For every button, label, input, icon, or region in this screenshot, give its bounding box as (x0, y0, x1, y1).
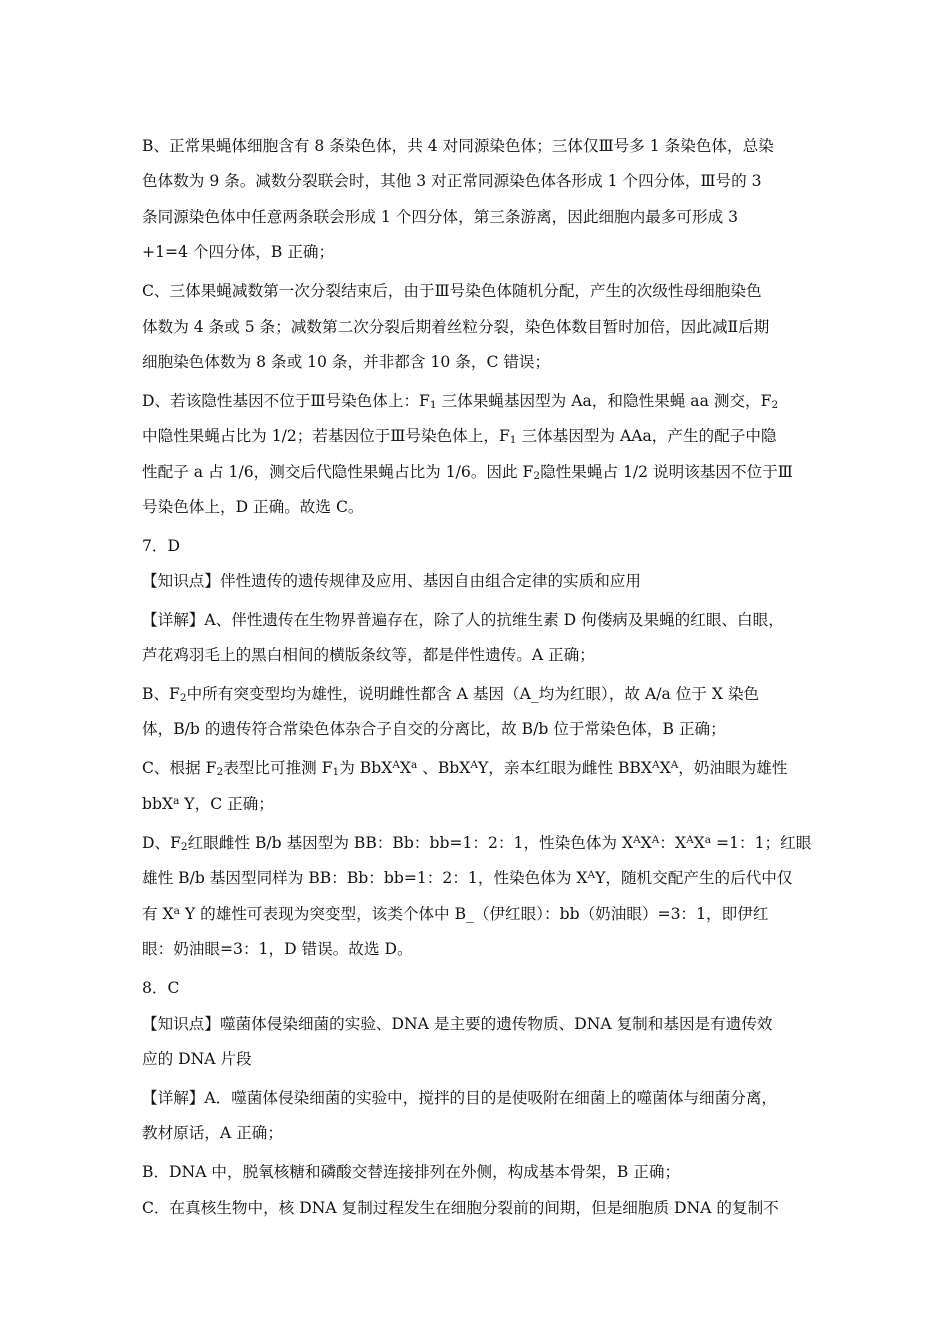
superscript: A (633, 834, 641, 846)
text-line (142, 758, 787, 780)
text-line (142, 391, 778, 413)
text-line (142, 426, 777, 448)
text-line (142, 978, 179, 998)
text-run: D、F (142, 834, 181, 852)
text-line (142, 1198, 779, 1218)
text-run: X (640, 834, 652, 852)
subscript: 2 (180, 841, 188, 853)
text-run: 7．D (142, 537, 181, 555)
text-line (142, 1123, 283, 1143)
subscript: 2 (771, 399, 779, 411)
text-line (142, 1014, 773, 1034)
text-run: bbX (142, 795, 174, 813)
superscript: A (470, 759, 478, 771)
text-line (142, 136, 774, 156)
text-run: ，奶油眼为雄性 (678, 759, 788, 777)
text-run: 条同源染色体中任意两条联会形成 1 个四分体，第三条游离，因此细胞内最多可形成 3 (142, 208, 739, 226)
text-line (142, 719, 726, 739)
text-run: 【详解】A．噬菌体侵染细菌的实验中，搅拌的目的是使吸附在细菌上的噬菌体与细菌分离， (142, 1089, 778, 1107)
text-line (142, 571, 641, 591)
text-line (142, 794, 274, 816)
subscript: 2 (216, 766, 224, 778)
text-line (142, 610, 784, 630)
text-run: 体数为 4 条或 5 条；减数第二次分裂后期着丝粒分裂，染色体数目暂时加倍，因此减Ⅱ后期 (142, 318, 770, 336)
text-run: C．在真核生物中，核 DNA 复制过程发生在细胞分裂前的间期，但是细胞质 DNA 的复制不 (142, 1199, 779, 1217)
superscript: A (587, 869, 596, 881)
subscript: 1 (429, 399, 437, 411)
text-run: 有 X (142, 905, 174, 923)
superscript: A (670, 759, 679, 771)
superscript: a (704, 834, 712, 846)
text-run: 教材原话，A 正确； (142, 1124, 283, 1142)
text-run: 8．C (142, 979, 180, 997)
text-run: 色体数为 9 条。减数分裂联会时，其他 3 对正常同源染色体各形成 1 个四分体，Ⅲ号的 3 (142, 172, 762, 190)
subscript: 2 (533, 470, 541, 482)
text-run: B．DNA 中，脱氧核糖和磷酸交替连接排列在外侧，构成基本骨架，B 正确； (142, 1163, 681, 1181)
text-line (142, 317, 769, 337)
superscript: A (652, 759, 660, 771)
text-run: 红眼雌性 B/b 基因型为 BB：Bb：bb=1：2：1，性染色体为 X (187, 834, 634, 852)
superscript: a (411, 759, 418, 771)
text-line (142, 1088, 777, 1108)
text-run: 眼：奶油眼=3：1，D 错误。故选 D。 (142, 940, 413, 958)
text-run: B、正常果蝇体细胞含有 8 条染色体，共 4 对同源染色体；三体仅Ⅲ号多 1 条染色体，总染 (142, 137, 774, 155)
text-run: 雄性 B/b 基因型同样为 BB：Bb：bb=1：2：1，性染色体为 X (142, 869, 588, 887)
text-line (142, 281, 762, 301)
text-run: ：X (659, 834, 687, 852)
text-run: 号染色体上，D 正确。故选 C。 (142, 498, 364, 516)
text-run: 细胞染色体数为 8 条或 10 条，并非都含 10 条，C 错误； (142, 353, 551, 371)
text-run: Y，亲本红眼为雌性 BBX (477, 759, 652, 777)
text-run: D、若该隐性基因不位于Ⅲ号染色体上：F (142, 392, 430, 410)
text-run: =1：1；红眼 (711, 834, 812, 852)
text-run: 隐性果蝇占 1/2 说明该基因不位于Ⅲ (540, 463, 793, 481)
text-run: 三体基因型为 AAa，产生的配子中隐 (516, 427, 777, 445)
subscript: 1 (332, 766, 340, 778)
text-run: 为 BbX (339, 759, 393, 777)
superscript: a (173, 795, 180, 807)
text-line (142, 939, 413, 959)
text-run: X (399, 759, 412, 777)
text-run: 应的 DNA 片段 (142, 1050, 252, 1068)
text-run: X (659, 759, 671, 777)
text-run: Y，随机交配产生的后代中仅 (595, 869, 793, 887)
text-run: 体，B/b 的遗传符合常染色体杂合子自交的分离比，故 B/b 位于常染色体，B 正确； (142, 720, 726, 738)
text-run: 【详解】A、伴性遗传在生物界普遍存在，除了人的抗维生素 D 佝偻病及果蝇的红眼、白眼， (142, 611, 784, 629)
subscript: 1 (509, 434, 517, 446)
text-line (142, 645, 595, 665)
superscript: A (392, 759, 400, 771)
text-line (142, 171, 762, 191)
text-run: C、根据 F (142, 759, 217, 777)
text-run: C、三体果蝇减数第一次分裂结束后，由于Ⅲ号染色体随机分配，产生的次级性母细胞染色 (142, 282, 762, 300)
text-run: B、F (142, 685, 180, 703)
text-run: 三体果蝇基因型为 Aa，和隐性果蝇 aa 测交，F (436, 392, 772, 410)
text-line (142, 1162, 680, 1182)
text-line (142, 868, 792, 890)
text-line (142, 497, 363, 517)
superscript: a (173, 905, 180, 917)
superscript: A (651, 834, 660, 846)
text-run: 表型比可推测 F (223, 759, 333, 777)
text-line (142, 352, 550, 372)
text-run: X (693, 834, 705, 852)
text-run: 【知识点】噬菌体侵染细菌的实验、DNA 是主要的遗传物质、DNA 复制和基因是有遗传效 (142, 1015, 773, 1033)
text-run: Y，C 正确； (179, 795, 274, 813)
text-run: 中隐性果蝇占比为 1/2；若基因位于Ⅲ号染色体上，F (142, 427, 510, 445)
text-line (142, 833, 811, 855)
text-line (142, 462, 793, 484)
text-run: 性配子 a 占 1/6，测交后代隐性果蝇占比为 1/6。因此 F (142, 463, 534, 481)
text-run: 、BbX (417, 759, 471, 777)
text-run: 中所有突变型均为雄性，说明雌性都含 A 基因（A_均为红眼），故 A/a 位于 X 染色 (186, 685, 760, 703)
text-run: 【知识点】伴性遗传的遗传规律及应用、基因自由组合定律的实质和应用 (142, 572, 642, 590)
text-line (142, 904, 768, 926)
text-line (142, 1049, 252, 1069)
text-line (142, 684, 759, 706)
text-line (142, 242, 334, 262)
text-run: Y 的雄性可表现为突变型，该类个体中 B_（伊红眼）：bb（奶油眼）=3：1，即伊红 (179, 905, 769, 923)
text-line (142, 536, 180, 556)
text-line (142, 207, 738, 227)
superscript: A (686, 834, 694, 846)
text-run: 芦花鸡羽毛上的黑白相间的横版条纹等，都是伴性遗传。A 正确； (142, 646, 595, 664)
subscript: 2 (179, 692, 187, 704)
text-run: +1=4 个四分体，B 正确； (142, 243, 335, 261)
